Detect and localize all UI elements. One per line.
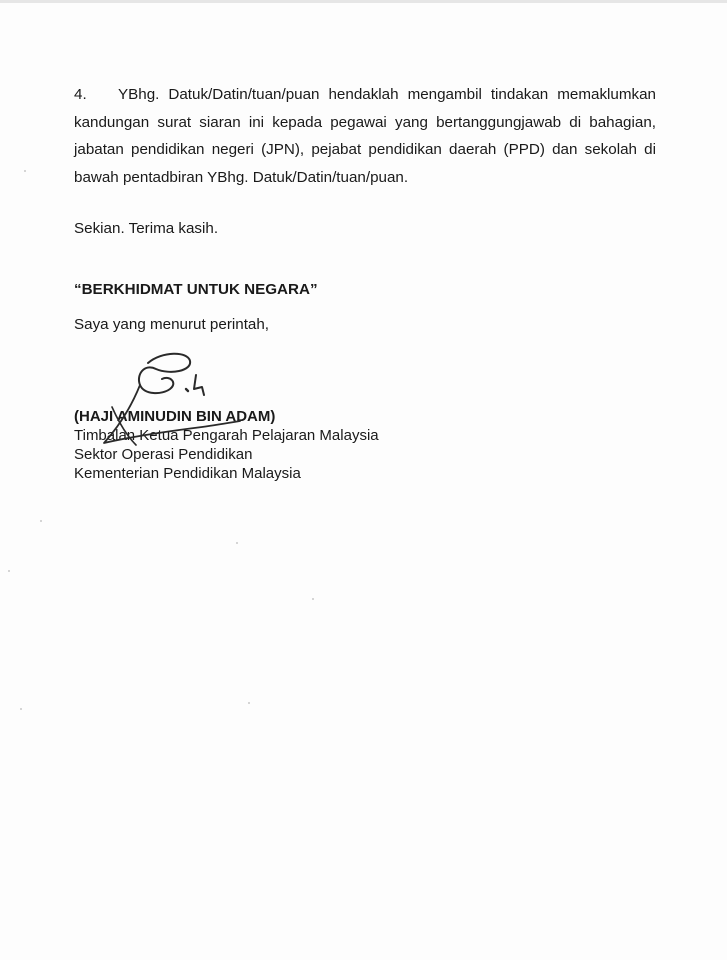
scan-speck: [312, 598, 314, 600]
page-top-edge: [0, 0, 727, 3]
signatory-name: (HAJI AMINUDIN BIN ADAM): [74, 408, 276, 425]
respectfully-line: Saya yang menurut perintah,: [74, 316, 270, 333]
signatory-title: Timbalan Ketua Pengarah Pelajaran Malaysia: [74, 427, 379, 444]
scan-speck: [236, 542, 238, 544]
scan-speck: [24, 170, 26, 172]
handwritten-signature: [90, 345, 250, 475]
scan-speck: [8, 570, 10, 572]
scan-speck: [40, 520, 42, 522]
signatory-sector: Sektor Operasi Pendidikan: [74, 446, 253, 463]
closing-line: Sekian. Terima kasih.: [74, 220, 219, 237]
scan-speck: [248, 702, 250, 704]
motto: “BERKHIDMAT UNTUK NEGARA”: [74, 281, 318, 298]
signatory-ministry: Kementerian Pendidikan Malaysia: [74, 465, 301, 482]
scan-speck: [20, 708, 22, 710]
paragraph-text: YBhg. Datuk/Datin/tuan/puan hendaklah mengambil tindakan memaklumkan kandungan surat siaran ini kepada pegawai yang bertanggungjawab di bahagian, jabatan pendidikan negeri (JPN), pejabat pendidikan daerah (PPD) dan sekolah di bawah pentadbiran YBhg. Datuk/Datin/tuan/puan.: [74, 86, 656, 186]
paragraph-number: 4.: [74, 86, 87, 103]
paragraph-4: [74, 81, 656, 191]
